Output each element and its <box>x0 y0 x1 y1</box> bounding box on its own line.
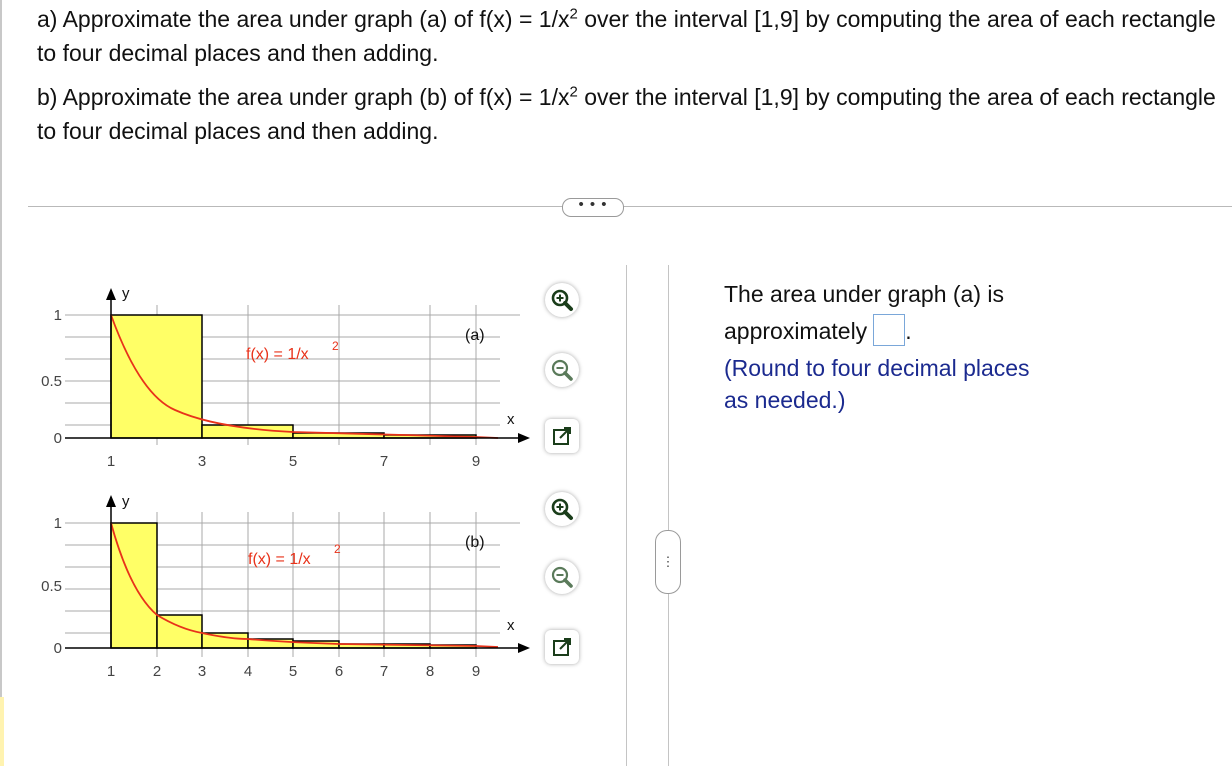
graph-b-svg <box>0 487 530 687</box>
graph-b-function-exp: 2 <box>334 542 341 556</box>
part-b-suffix: over the interval [1,9] by computing the area of each rectangle to four decimal places and then adding. <box>37 84 1216 144</box>
question-part-b <box>37 80 1227 148</box>
panel-separator-left <box>626 265 627 766</box>
graph-a-function-exp: 2 <box>332 339 339 353</box>
graph-b-y-label: y <box>122 493 130 510</box>
graph-a-xtick-3: 3 <box>197 453 207 470</box>
zoom-in-icon <box>550 288 574 312</box>
question-part-a <box>37 2 1227 70</box>
part-b-exponent: 2 <box>569 83 578 101</box>
rect-a-1 <box>111 315 202 438</box>
open-external-icon <box>551 425 573 447</box>
graph-b-xtick-9: 9 <box>471 663 481 680</box>
graph-a-xtick-7: 7 <box>379 453 389 470</box>
answer-line-2 <box>724 313 1084 350</box>
graph-a-xtick-9: 9 <box>471 453 481 470</box>
graph-b-xtick-6: 6 <box>334 663 344 680</box>
graph-a-x-label: x <box>507 411 515 428</box>
zoom-out-button-b[interactable] <box>545 560 579 594</box>
graph-b-xtick-5: 5 <box>288 663 298 680</box>
graph-b <box>0 487 530 692</box>
graph-b-ytick-05: 0.5 <box>41 578 62 595</box>
graph-a-function-label: f(x) = 1/x <box>246 346 309 363</box>
graph-b-ytick-1: 1 <box>53 515 62 532</box>
part-b-prefix: b) Approximate the area under graph (b) of f(x) = 1/x <box>37 84 570 110</box>
answer-line-2-text: approximately <box>724 318 868 344</box>
rounding-hint <box>724 352 1084 416</box>
graph-a-ytick-05: 0.5 <box>41 373 62 390</box>
graph-a <box>0 280 530 480</box>
graph-b-xtick-7: 7 <box>379 663 389 680</box>
graph-a-y-label: y <box>122 285 130 302</box>
answer-panel <box>724 276 1084 416</box>
open-graph-a-button[interactable] <box>545 419 579 453</box>
graph-b-function-label: f(x) = 1/x <box>248 551 311 568</box>
part-a-exponent: 2 <box>569 5 578 23</box>
answer-line-1: The area under graph (a) is <box>724 281 1004 307</box>
zoom-out-icon <box>550 358 574 382</box>
zoom-out-icon <box>550 565 574 589</box>
graph-b-xtick-4: 4 <box>243 663 253 680</box>
graph-b-x-label: x <box>507 617 515 634</box>
panel-separator-right <box>668 265 669 766</box>
graph-b-xtick-1: 1 <box>106 663 116 680</box>
side-marker <box>0 697 4 766</box>
rounding-hint-line-1: (Round to four decimal places <box>724 355 1030 381</box>
zoom-in-button-b[interactable] <box>545 492 579 526</box>
part-a-suffix: over the interval [1,9] by computing the area of each rectangle to four decimal places and then adding. <box>37 6 1216 66</box>
open-external-icon <box>551 636 573 658</box>
graph-a-ytick-1: 1 <box>53 307 62 324</box>
answer-period: . <box>905 318 912 344</box>
zoom-out-button-a[interactable] <box>545 353 579 387</box>
section-divider <box>28 206 1232 207</box>
graph-b-xtick-2: 2 <box>152 663 162 680</box>
panel-resize-handle[interactable]: ⋮ <box>655 530 681 594</box>
graph-b-xtick-3: 3 <box>197 663 207 680</box>
rounding-hint-line-2: as needed.) <box>724 387 846 413</box>
question-text <box>37 2 1227 158</box>
graph-b-label: (b) <box>465 534 485 551</box>
graph-a-xtick-1: 1 <box>106 453 116 470</box>
graph-a-ytick-0: 0 <box>53 430 62 447</box>
more-options-button[interactable]: • • • <box>562 198 624 217</box>
answer-input[interactable] <box>873 314 905 346</box>
graph-a-label: (a) <box>465 327 485 344</box>
graph-b-ytick-0: 0 <box>53 640 62 657</box>
graph-a-svg <box>0 280 530 475</box>
graph-a-xtick-5: 5 <box>288 453 298 470</box>
graph-b-xtick-8: 8 <box>425 663 435 680</box>
zoom-in-icon <box>550 497 574 521</box>
zoom-in-button-a[interactable] <box>545 283 579 317</box>
open-graph-b-button[interactable] <box>545 630 579 664</box>
part-a-prefix: a) Approximate the area under graph (a) of f(x) = 1/x <box>37 6 570 32</box>
